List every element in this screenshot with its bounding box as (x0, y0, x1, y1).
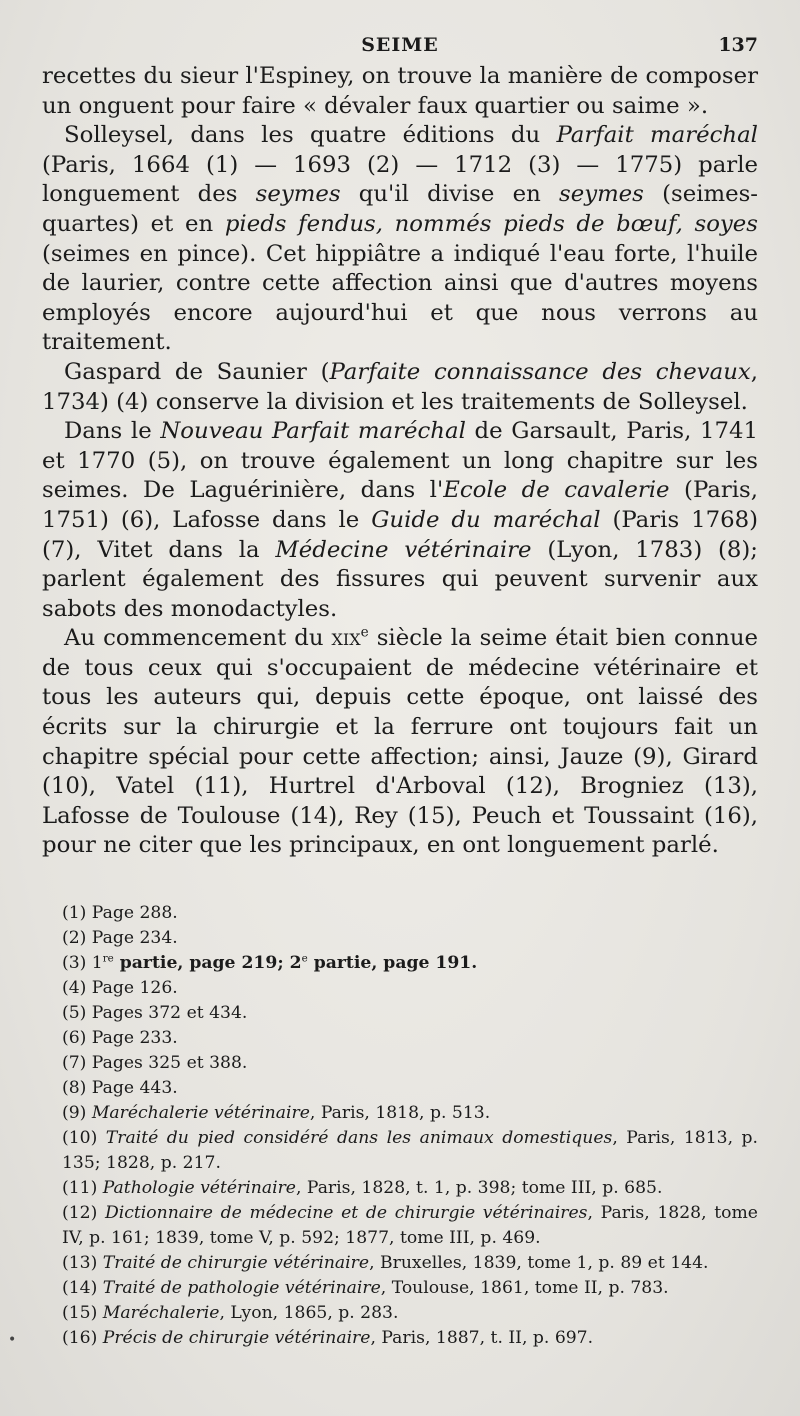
text-run: e (301, 952, 308, 965)
text-run: (13) (62, 1253, 103, 1274)
text-run: (16) (62, 1328, 103, 1349)
footnote (62, 1251, 758, 1276)
text-run: Maréchalerie vétérinaire (91, 1103, 310, 1124)
footnote (62, 926, 758, 951)
paragraph (42, 62, 758, 121)
footnotes (42, 901, 758, 1351)
footnote (62, 1176, 758, 1201)
text-run: (3) 1 (62, 953, 103, 974)
text-run: (12) (62, 1203, 105, 1224)
text-run: (Paris, 1751) (6), Lafosse dans le (42, 477, 758, 533)
text-run: partie, page 219; 2 (113, 953, 302, 974)
text-run: , Toulouse, 1861, tome II, p. 783. (380, 1278, 669, 1299)
text-run: , Paris, 1887, t. II, p. 697. (370, 1328, 594, 1349)
text-run: Traité de pathologie vétérinaire (102, 1278, 381, 1299)
text-run: partie, page 191. (307, 953, 478, 974)
text-run: , Paris, 1828, t. 1, p. 398; tome III, p. 685. (295, 1178, 663, 1199)
text-run: recettes du sieur l'Espiney, on trouve la manière de composer un onguent pour faire « dévaler faux quartier ou saime ». (42, 63, 758, 119)
text-run: Au commencement du (64, 625, 332, 652)
footnote (62, 1076, 758, 1101)
text-run: , Lyon, 1865, p. 283. (219, 1303, 399, 1324)
text-run: (Paris, 1664 (1) — 1693 (2) — 1712 (3) — 1775) parle longuement des (42, 151, 758, 208)
text-run: e (360, 624, 369, 641)
footnote (62, 1301, 758, 1326)
text-run: (9) (62, 1103, 92, 1124)
text-run: Solleysel, dans les quatre éditions du (64, 122, 557, 149)
text-run: (14) (62, 1278, 103, 1299)
text-run: re (102, 952, 114, 965)
text-run: (10) (62, 1128, 106, 1149)
text-run: seymes (255, 181, 341, 208)
text-run: Guide du maréchal (371, 506, 601, 533)
text-run: Parfait maréchal (556, 122, 758, 149)
running-title: SEIME (361, 34, 439, 56)
text-run: (seimes en pince). Cet hippiâtre a indiqué l'eau forte, l'huile de laurier, contre cette affection ainsi que d'autres moyens employés encore aujourd'hui et que nous verrons au traitement. (42, 240, 758, 356)
footnote (62, 976, 758, 1001)
text-run: (4) Page 126. (62, 978, 178, 999)
text-run: pieds fendus, nommés pieds de bœuf, soyes (224, 210, 759, 237)
text-run: seymes (559, 181, 644, 208)
text-run: (11) (62, 1178, 103, 1199)
footnote (62, 1101, 758, 1126)
text-run: (6) Page 233. (62, 1028, 178, 1049)
paragraph (42, 121, 758, 358)
footnote (62, 901, 758, 926)
text-run: Dans le (64, 418, 161, 445)
footnote (62, 1126, 758, 1176)
text-run: Gaspard de Saunier ( (64, 358, 330, 385)
main-text (42, 62, 758, 861)
footnote (62, 951, 758, 976)
margin-mark: • (8, 1332, 17, 1348)
text-run: Parfaite connaissance des chevaux (329, 358, 751, 385)
text-run: siècle la seime était bien connue de tous ceux qui s'occupaient de médecine vétérinaire et tous les auteurs qui, depuis cette époque, ont laissé des écrits sur la chirurgie et la ferrure ont toujours fait un chapitre spécial pour cette affection; ainsi, Jauze (9), Girard (10), Vatel (11), Hurtrel d'Arboval (12), Brogniez (13), Lafosse de Toulouse (14), Rey (15), Peuch et Toussaint (16), pour ne citer que les principaux, en ont longuement parlé. (42, 625, 758, 859)
paragraph (42, 624, 758, 861)
footnote (62, 1001, 758, 1026)
text-run: qu'il divise en (340, 181, 559, 208)
text-run: , Paris, 1818, p. 513. (309, 1103, 491, 1124)
text-run: Ecole de cavalerie (443, 477, 670, 504)
text-run: (5) Pages 372 et 434. (62, 1003, 248, 1024)
text-run: Nouveau Parfait maréchal (160, 418, 466, 445)
text-run: Médecine vétérinaire (275, 536, 532, 563)
text-run: (1) Page 288. (62, 903, 178, 924)
footnote (62, 1326, 758, 1351)
running-head (42, 30, 758, 60)
text-run: (Paris 1768) (7), Vitet dans la (42, 506, 758, 563)
text-run: (seimes-quartes) et en (42, 181, 758, 237)
footnote (62, 1201, 758, 1251)
text-run: xix (331, 625, 361, 652)
text-run: Pathologie vétérinaire (102, 1178, 296, 1199)
text-run: Dictionnaire de médecine et de chirurgie vétérinaires (104, 1203, 588, 1224)
text-run: (8) Page 443. (62, 1078, 178, 1099)
text-run: , Paris, 1813, p. 135; 1828, p. 217. (62, 1128, 758, 1174)
text-run: Maréchalerie (102, 1303, 220, 1324)
text-run: (2) Page 234. (62, 928, 178, 949)
text-run: Traité de chirurgie vétérinaire (102, 1253, 370, 1274)
text-run: (15) (62, 1303, 103, 1324)
text-run: (Lyon, 1783) (8); parlent également des fissures qui peuvent survenir aux sabots des monodactyles. (42, 536, 758, 622)
text-run: Traité du pied considéré dans les animaux domestiques (105, 1128, 613, 1149)
footnote (62, 1276, 758, 1301)
paragraph (42, 358, 758, 417)
text-run: , Bruxelles, 1839, tome 1, p. 89 et 144. (369, 1253, 709, 1274)
text-run: (7) Pages 325 et 388. (62, 1053, 248, 1074)
page-number: 137 (718, 34, 758, 56)
text-run: , 1734) (4) conserve la division et les traitements de Solleysel. (42, 358, 758, 415)
text-run: Précis de chirurgie vétérinaire (102, 1328, 371, 1349)
footnote (62, 1026, 758, 1051)
text-run: de Garsault, Paris, 1741 et 1770 (5), on trouve également un long chapitre sur les seimes. De Laguérinière, dans l' (42, 418, 758, 504)
text-run: , Paris, 1828, tome IV, p. 161; 1839, tome V, p. 592; 1877, tome III, p. 469. (62, 1203, 758, 1249)
footnote (62, 1051, 758, 1076)
paragraph (42, 417, 758, 624)
